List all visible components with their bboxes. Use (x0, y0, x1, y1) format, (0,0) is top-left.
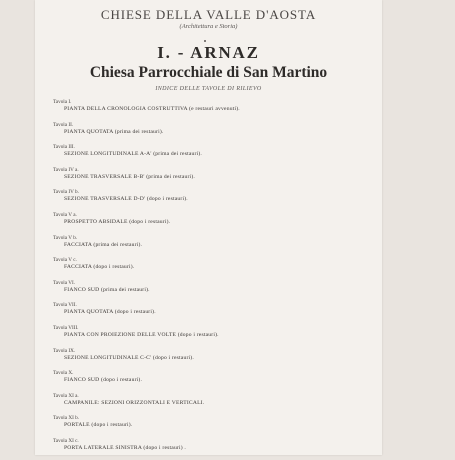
plate-item (53, 211, 373, 234)
plate-description: FIANCO SUD (prima dei restauri). (64, 286, 150, 293)
plates-list (53, 98, 373, 460)
plate-description: SEZIONE LONGITUDINALE C-C' (dopo i restauri). (64, 354, 194, 361)
plate-number: Tavola III. (53, 144, 75, 151)
plate-number: Tavola IX. (53, 347, 76, 354)
plate-item (53, 166, 373, 189)
plate-item (53, 369, 373, 392)
plate-number: Tavola V c. (53, 257, 77, 264)
plate-item (53, 392, 373, 415)
plate-number: Tavola XI a. (53, 392, 79, 399)
plate-description: SEZIONE TRASVERSALE B-B' (prima dei restauri). (64, 173, 195, 180)
document-page (35, 0, 382, 455)
plate-number: Tavola V a. (53, 211, 77, 218)
plate-number: Tavola V b. (53, 234, 78, 241)
volume-title: I. - ARNAZ (157, 43, 260, 62)
plate-number: Tavola I. (53, 99, 72, 105)
plate-number: Tavola X. (53, 370, 74, 377)
plate-item (53, 143, 373, 166)
plate-description: PORTA LATERALE SINISTRA (dopo i restauri) . (64, 444, 187, 451)
plate-number: Tavola IV b. (53, 189, 79, 196)
plate-description: PIANTA DELLA CRONOLOGIA COSTRUTTIVA (e restauri avvenuti). (64, 106, 240, 112)
plate-number: Tavola II. (53, 121, 74, 128)
plate-description: FACCIATA (dopo i restauri). (64, 264, 135, 271)
ornament-dot (204, 40, 206, 42)
index-title: INDICE DELLE TAVOLE DI RILIEVO (155, 86, 262, 92)
series-title: CHIESE DELLA VALLE D'AOSTA (100, 7, 317, 22)
plate-number: Tavola IV a. (53, 166, 79, 173)
plate-description: SEZIONE LONGITUDINALE A-A' (prima dei restauri). (64, 151, 202, 158)
plate-number: Tavola XI c. (53, 437, 79, 444)
plate-item (53, 414, 373, 437)
plate-item (53, 188, 373, 211)
church-title: Chiesa Parrocchiale di San Martino (89, 64, 328, 81)
plate-item (53, 324, 373, 347)
series-subtitle: (Architettura e Storia) (179, 23, 238, 30)
plate-description: SEZIONE TRASVERSALE D-D' (dopo i restauri). (64, 196, 188, 203)
plate-item (53, 121, 373, 144)
plate-description: FACCIATA (prima dei restauri). (64, 241, 143, 248)
plate-number: Tavola VIII. (53, 324, 79, 331)
plate-description: PIANTA QUOTATA (dopo i restauri). (64, 309, 156, 316)
plate-description: CAMPANILE: SEZIONI ORIZZONTALI E VERTICALI. (64, 399, 205, 406)
plate-item (53, 301, 373, 324)
plate-description: PROSPETTO ABSIDALE (dopo i restauri). (64, 218, 171, 225)
plate-item (53, 437, 373, 460)
plate-item (53, 347, 373, 370)
plate-description: PIANTA QUOTATA (prima dei restauri). (64, 128, 164, 135)
plate-description: PORTALE (dopo i restauri). (64, 422, 133, 429)
plate-item (53, 256, 373, 279)
plate-number: Tavola VI. (53, 279, 76, 286)
plate-description: PIANTA CON PROIEZIONE DELLE VOLTE (dopo i restauri). (64, 331, 219, 338)
plate-item (53, 279, 373, 302)
plate-number: Tavola VII. (53, 302, 77, 309)
plate-item (53, 234, 373, 257)
plate-description: FIANCO SUD (dopo i restauri). (64, 377, 143, 384)
plate-number: Tavola XI b. (53, 415, 79, 422)
plate-item (53, 98, 373, 121)
